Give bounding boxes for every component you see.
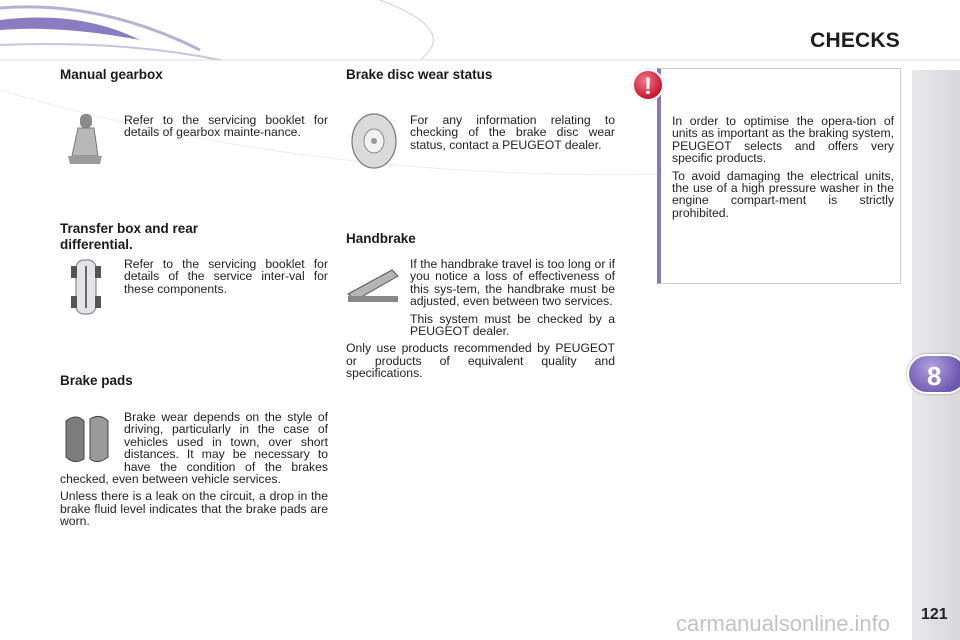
transfer-box-heading: Transfer box and rear differential. (60, 221, 199, 252)
brake-disc-heading: Brake disc wear status (346, 67, 493, 82)
gear-lever-icon (64, 112, 106, 168)
warning-text (672, 115, 894, 224)
manual-gearbox-text: Refer to the servicing booklet for details of gearbox mainte-nance. (124, 113, 328, 140)
handbrake-para1: If the handbrake travel is too long or if you notice a loss of effectiveness of this sys-tem, the handbrake must be adjusted, even between two services. (410, 257, 615, 309)
handbrake-para2: This system must be checked by a PEUGEOT dealer. (410, 311, 615, 339)
page-title: CHECKS (810, 29, 900, 52)
brake-disc-icon (348, 112, 400, 170)
handbrake-para3: Only use products recommended by PEUGEOT or products of equivalent quality and specifications. (346, 341, 615, 381)
page-number: 121 (921, 606, 948, 623)
brake-pads-heading: Brake pads (60, 373, 133, 388)
brake-pads-body (60, 411, 328, 533)
manual-gearbox-heading: Manual gearbox (60, 67, 163, 82)
handbrake-heading: Handbrake (346, 231, 416, 246)
watermark: carmanualsonline.info (676, 611, 891, 636)
brake-pads-para1-text: Brake wear depends on the style of driving, particularly in the case of vehicles used in town, over short distances. It may be necessary to have the condition of the brakes checked, even between vehicle services. (60, 410, 328, 487)
brake-disc-text: For any information relating to checking of the brake disc wear status, contact a PEUGEOT dealer. (410, 113, 615, 152)
transfer-box-text: Refer to the servicing booklet for details of the service inter-val for these components. (124, 257, 328, 296)
chapter-tab[interactable]: 8 (907, 354, 960, 394)
chassis-icon (70, 258, 102, 316)
warning-para2: To avoid damaging the electrical units, the use of a high pressure washer in the engine compart-ment is strictly prohibited. (672, 168, 894, 220)
brake-pads-para2: Unless there is a leak on the circuit, a drop in the brake fluid level indicates that the brake pads are worn. (60, 489, 328, 529)
handbrake-body (346, 258, 615, 385)
warning-para1: In order to optimise the opera-tion of units as important as the braking system, PEUGEOT selects and offers very specific products. (672, 114, 894, 166)
warning-icon: ! (632, 69, 664, 101)
